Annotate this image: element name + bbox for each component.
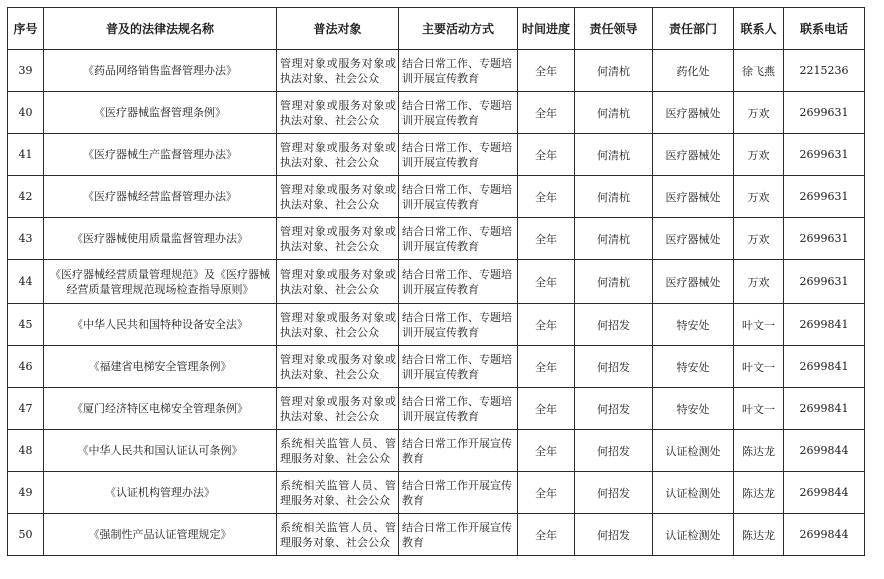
responsible-leader: 何清杭 xyxy=(575,176,653,218)
target-audience: 系统相关监管人员、管理服务对象、社会公众 xyxy=(277,472,399,514)
responsible-leader: 何清杭 xyxy=(575,134,653,176)
schedule: 全年 xyxy=(518,430,575,472)
law-name: 《医疗器械经营监督管理办法》 xyxy=(44,176,277,218)
responsible-leader: 何招发 xyxy=(575,346,653,388)
law-name: 《中华人民共和国特种设备安全法》 xyxy=(44,304,277,346)
target-audience: 管理对象或服务对象或执法对象、社会公众 xyxy=(277,260,399,304)
schedule: 全年 xyxy=(518,514,575,556)
contact-phone: 2699631 xyxy=(784,134,865,176)
table-row xyxy=(8,260,865,304)
contact-person: 叶文一 xyxy=(734,346,784,388)
header-activity-method: 主要活动方式 xyxy=(399,8,518,50)
responsible-leader: 何招发 xyxy=(575,514,653,556)
law-name: 《医疗器械监督管理条例》 xyxy=(44,92,277,134)
responsible-department: 认证检测处 xyxy=(653,430,734,472)
row-index: 49 xyxy=(8,472,44,514)
row-index: 39 xyxy=(8,50,44,92)
responsible-department: 药化处 xyxy=(653,50,734,92)
responsible-department: 特安处 xyxy=(653,346,734,388)
table-row xyxy=(8,218,865,260)
contact-phone: 2699631 xyxy=(784,92,865,134)
responsible-department: 特安处 xyxy=(653,388,734,430)
row-index: 45 xyxy=(8,304,44,346)
contact-phone: 2699844 xyxy=(784,514,865,556)
row-index: 48 xyxy=(8,430,44,472)
table-row xyxy=(8,514,865,556)
activity-method: 结合日常工作、专题培训开展宣传教育 xyxy=(399,218,518,260)
schedule: 全年 xyxy=(518,260,575,304)
responsible-department: 医疗器械处 xyxy=(653,92,734,134)
law-name: 《医疗器械生产监督管理办法》 xyxy=(44,134,277,176)
responsible-department: 医疗器械处 xyxy=(653,134,734,176)
law-popularization-table xyxy=(7,7,865,556)
contact-phone: 2699841 xyxy=(784,304,865,346)
contact-person: 叶文一 xyxy=(734,388,784,430)
schedule: 全年 xyxy=(518,388,575,430)
schedule: 全年 xyxy=(518,304,575,346)
header-department: 责任部门 xyxy=(653,8,734,50)
row-index: 47 xyxy=(8,388,44,430)
header-phone: 联系电话 xyxy=(784,8,865,50)
activity-method: 结合日常工作、专题培训开展宣传教育 xyxy=(399,176,518,218)
contact-phone: 2699631 xyxy=(784,176,865,218)
responsible-leader: 何清杭 xyxy=(575,50,653,92)
contact-person: 万欢 xyxy=(734,134,784,176)
activity-method: 结合日常工作、专题培训开展宣传教育 xyxy=(399,260,518,304)
responsible-department: 认证检测处 xyxy=(653,514,734,556)
target-audience: 管理对象或服务对象或执法对象、社会公众 xyxy=(277,50,399,92)
table-row xyxy=(8,50,865,92)
activity-method: 结合日常工作、专题培训开展宣传教育 xyxy=(399,388,518,430)
contact-person: 万欢 xyxy=(734,176,784,218)
activity-method: 结合日常工作开展宣传教育 xyxy=(399,514,518,556)
table-row xyxy=(8,346,865,388)
law-name: 《福建省电梯安全管理条例》 xyxy=(44,346,277,388)
contact-person: 徐飞燕 xyxy=(734,50,784,92)
schedule: 全年 xyxy=(518,92,575,134)
contact-person: 万欢 xyxy=(734,218,784,260)
table-row xyxy=(8,472,865,514)
row-index: 50 xyxy=(8,514,44,556)
activity-method: 结合日常工作开展宣传教育 xyxy=(399,472,518,514)
table-row xyxy=(8,92,865,134)
target-audience: 管理对象或服务对象或执法对象、社会公众 xyxy=(277,134,399,176)
law-name: 《药品网络销售监督管理办法》 xyxy=(44,50,277,92)
responsible-department: 医疗器械处 xyxy=(653,218,734,260)
target-audience: 系统相关监管人员、管理服务对象、社会公众 xyxy=(277,514,399,556)
responsible-department: 特安处 xyxy=(653,304,734,346)
target-audience: 管理对象或服务对象或执法对象、社会公众 xyxy=(277,304,399,346)
activity-method: 结合日常工作、专题培训开展宣传教育 xyxy=(399,134,518,176)
law-name: 《医疗器械使用质量监督管理办法》 xyxy=(44,218,277,260)
table-row xyxy=(8,304,865,346)
activity-method: 结合日常工作、专题培训开展宣传教育 xyxy=(399,50,518,92)
target-audience: 管理对象或服务对象或执法对象、社会公众 xyxy=(277,346,399,388)
header-contact: 联系人 xyxy=(734,8,784,50)
header-schedule: 时间进度 xyxy=(518,8,575,50)
law-name: 《厦门经济特区电梯安全管理条例》 xyxy=(44,388,277,430)
activity-method: 结合日常工作、专题培训开展宣传教育 xyxy=(399,304,518,346)
activity-method: 结合日常工作、专题培训开展宣传教育 xyxy=(399,346,518,388)
table-row xyxy=(8,176,865,218)
schedule: 全年 xyxy=(518,134,575,176)
table-row xyxy=(8,134,865,176)
responsible-leader: 何清杭 xyxy=(575,218,653,260)
responsible-leader: 何招发 xyxy=(575,388,653,430)
activity-method: 结合日常工作、专题培训开展宣传教育 xyxy=(399,92,518,134)
schedule: 全年 xyxy=(518,346,575,388)
contact-person: 叶文一 xyxy=(734,304,784,346)
contact-person: 万欢 xyxy=(734,92,784,134)
contact-phone: 2699841 xyxy=(784,388,865,430)
contact-phone: 2215236 xyxy=(784,50,865,92)
responsible-leader: 何招发 xyxy=(575,472,653,514)
row-index: 44 xyxy=(8,260,44,304)
header-target-audience: 普法对象 xyxy=(277,8,399,50)
schedule: 全年 xyxy=(518,176,575,218)
row-index: 41 xyxy=(8,134,44,176)
law-name: 《中华人民共和国认证认可条例》 xyxy=(44,430,277,472)
contact-phone: 2699844 xyxy=(784,472,865,514)
target-audience: 管理对象或服务对象或执法对象、社会公众 xyxy=(277,92,399,134)
contact-phone: 2699631 xyxy=(784,218,865,260)
target-audience: 系统相关监管人员、管理服务对象、社会公众 xyxy=(277,430,399,472)
responsible-department: 医疗器械处 xyxy=(653,176,734,218)
responsible-leader: 何招发 xyxy=(575,304,653,346)
contact-phone: 2699631 xyxy=(784,260,865,304)
responsible-leader: 何清杭 xyxy=(575,260,653,304)
law-name: 《认证机构管理办法》 xyxy=(44,472,277,514)
schedule: 全年 xyxy=(518,50,575,92)
schedule: 全年 xyxy=(518,472,575,514)
law-name: 《医疗器械经营质量管理规范》及《医疗器械经营质量管理规范现场检查指导原则》 xyxy=(44,260,277,304)
contact-person: 陈达龙 xyxy=(734,430,784,472)
header-law-name: 普及的法律法规名称 xyxy=(44,8,277,50)
row-index: 43 xyxy=(8,218,44,260)
contact-person: 万欢 xyxy=(734,260,784,304)
responsible-department: 认证检测处 xyxy=(653,472,734,514)
responsible-leader: 何招发 xyxy=(575,430,653,472)
row-index: 46 xyxy=(8,346,44,388)
responsible-leader: 何清杭 xyxy=(575,92,653,134)
row-index: 42 xyxy=(8,176,44,218)
table-header-row xyxy=(8,8,865,50)
target-audience: 管理对象或服务对象或执法对象、社会公众 xyxy=(277,218,399,260)
row-index: 40 xyxy=(8,92,44,134)
schedule: 全年 xyxy=(518,218,575,260)
contact-person: 陈达龙 xyxy=(734,514,784,556)
responsible-department: 医疗器械处 xyxy=(653,260,734,304)
table-row xyxy=(8,430,865,472)
target-audience: 管理对象或服务对象或执法对象、社会公众 xyxy=(277,388,399,430)
contact-phone: 2699841 xyxy=(784,346,865,388)
activity-method: 结合日常工作开展宣传教育 xyxy=(399,430,518,472)
table-row xyxy=(8,388,865,430)
header-leader: 责任领导 xyxy=(575,8,653,50)
header-index: 序号 xyxy=(8,8,44,50)
contact-person: 陈达龙 xyxy=(734,472,784,514)
contact-phone: 2699844 xyxy=(784,430,865,472)
law-name: 《强制性产品认证管理规定》 xyxy=(44,514,277,556)
target-audience: 管理对象或服务对象或执法对象、社会公众 xyxy=(277,176,399,218)
